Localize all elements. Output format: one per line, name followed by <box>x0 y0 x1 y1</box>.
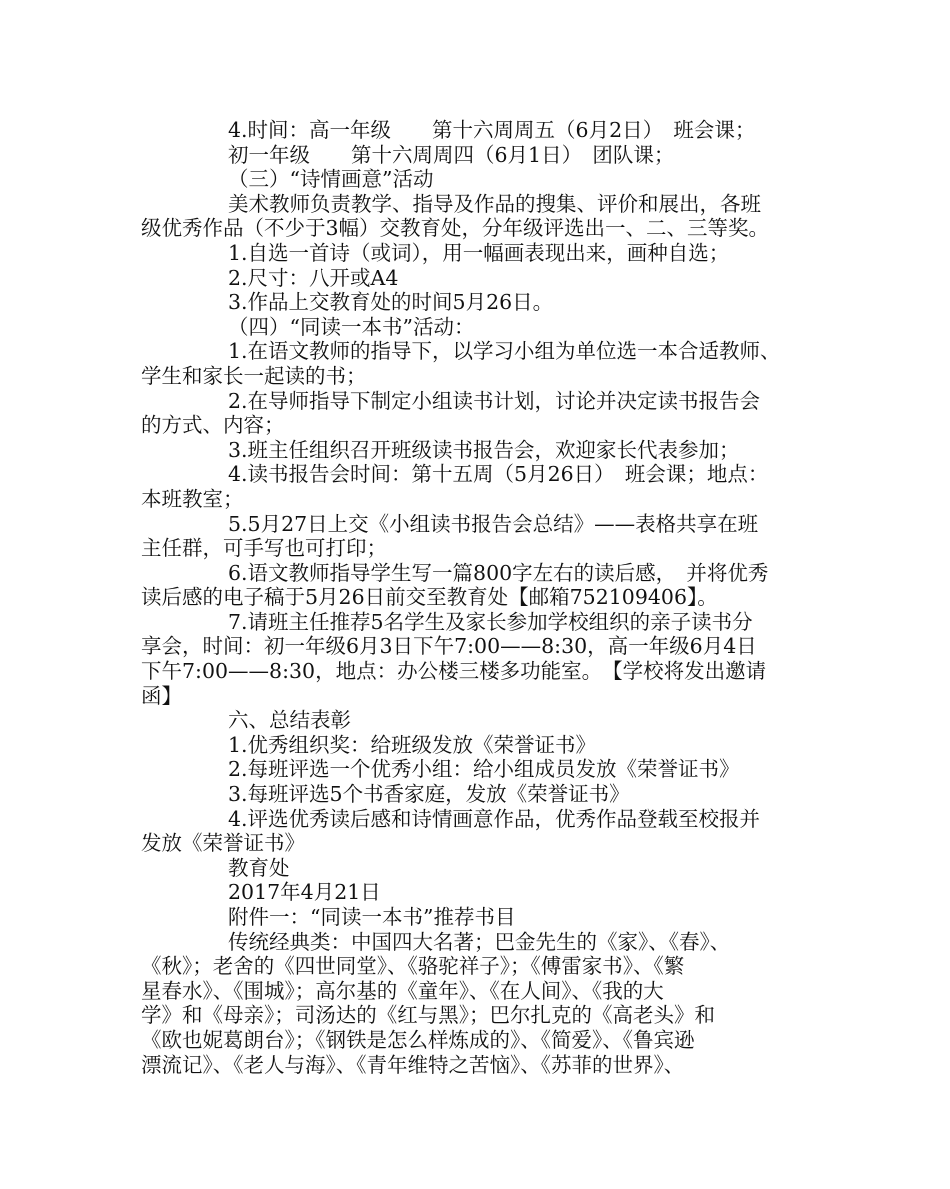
text-line: 1.在语文教师的指导下，以学习小组为单位选一本合适教师、 <box>228 339 781 364</box>
text-line: 星春水》、《围城》；高尔基的《童年》、《在人间》、《我的大 <box>141 978 664 1003</box>
text-line: 3.作品上交教育处的时间5月26日。 <box>228 290 554 315</box>
text-line: 漂流记》、《老人与海》、《青年维特之苦恼》、《苏菲的世界》、 <box>141 1052 685 1077</box>
text-line: 7.请班主任推荐5名学生及家长参加学校组织的亲子读书分 <box>228 609 753 634</box>
text-line: 学》和《母亲》；司汤达的《红与黑》；巴尔扎克的《高老头》和 <box>141 1003 715 1028</box>
text-line: 2017年4月21日 <box>228 880 381 905</box>
text-line: 享会，时间：初一年级6月3日下午7:00——8:30，高一年级6月4日 <box>141 634 757 659</box>
text-line: 函】 <box>141 683 182 708</box>
text-line: （四）“同读一本书”活动： <box>228 314 475 339</box>
text-line: 读后感的电子稿于5月26日前交至教育处【邮箱752109406】。 <box>141 585 718 610</box>
text-line: 6.语文教师指导学生写一篇800字左右的读后感， 并将优秀 <box>228 560 769 585</box>
text-line: 4.读书报告会时间：第十五周（5月26日） 班会课；地点： <box>228 462 769 487</box>
text-line: 传统经典类：中国四大名著；巴金先生的《家》、《春》、 <box>228 929 731 954</box>
text-line: 《欧也妮葛朗台》；《钢铁是怎么样炼成的》、《简爱》、《鲁宾逊 <box>141 1027 695 1052</box>
text-line: 2.在导师指导下制定小组读书计划，讨论并决定读书报告会 <box>228 388 761 413</box>
text-line: 2.每班评选一个优秀小组：给小组成员发放《荣誉证书》 <box>228 757 740 782</box>
text-line: 本班教室； <box>141 486 244 511</box>
text-line: 教育处 <box>228 855 290 880</box>
text-line: 主任群，可手写也可打印； <box>141 536 387 561</box>
text-line: 下午7:00——8:30，地点：办公楼三楼多功能室。 【学校将发出邀请 <box>141 659 767 684</box>
text-line: 初一年级 第十六周周四（6月1日） 团队课； <box>228 142 675 167</box>
text-line: 《秋》；老舍的《四世同堂》、《骆驼祥子》；《傅雷家书》、《繁 <box>141 954 685 979</box>
text-line: 5.5月27日上交《小组读书报告会总结》——表格共享在班 <box>228 511 759 536</box>
text-line: 学生和家长一起读的书； <box>141 363 367 388</box>
text-line: 美术教师负责教学、指导及作品的搜集、评价和展出，各班 <box>228 191 761 216</box>
text-line: （三）“诗情画意”活动 <box>228 167 434 192</box>
text-line: 级优秀作品（不少于3幅）交教育处，分年级评选出一、二、三等奖。 <box>141 216 770 241</box>
text-line: 2.尺寸：八开或A4 <box>228 265 399 290</box>
text-line: 附件一：“同读一本书”推荐书目 <box>228 905 516 929</box>
text-line: 发放《荣誉证书》 <box>141 831 305 856</box>
text-line: 4.时间：高一年级 第十六周周五（6月2日） 班会课； <box>228 118 756 142</box>
text-line: 3.每班评选5个书香家庭，发放《荣誉证书》 <box>228 782 630 807</box>
text-line: 1.自选一首诗（或词），用一幅画表现出来，画种自选； <box>228 240 730 265</box>
document-body <box>141 118 821 1077</box>
text-line: 4.评选优秀读后感和诗情画意作品，优秀作品登载至校报并 <box>228 806 761 831</box>
text-line: 3.班主任组织召开班级读书报告会，欢迎家长代表参加； <box>228 437 740 462</box>
text-line: 的方式、内容； <box>141 413 285 438</box>
text-line: 1.优秀组织奖：给班级发放《荣誉证书》 <box>228 732 597 757</box>
text-line: 六、总结表彰 <box>228 708 351 733</box>
